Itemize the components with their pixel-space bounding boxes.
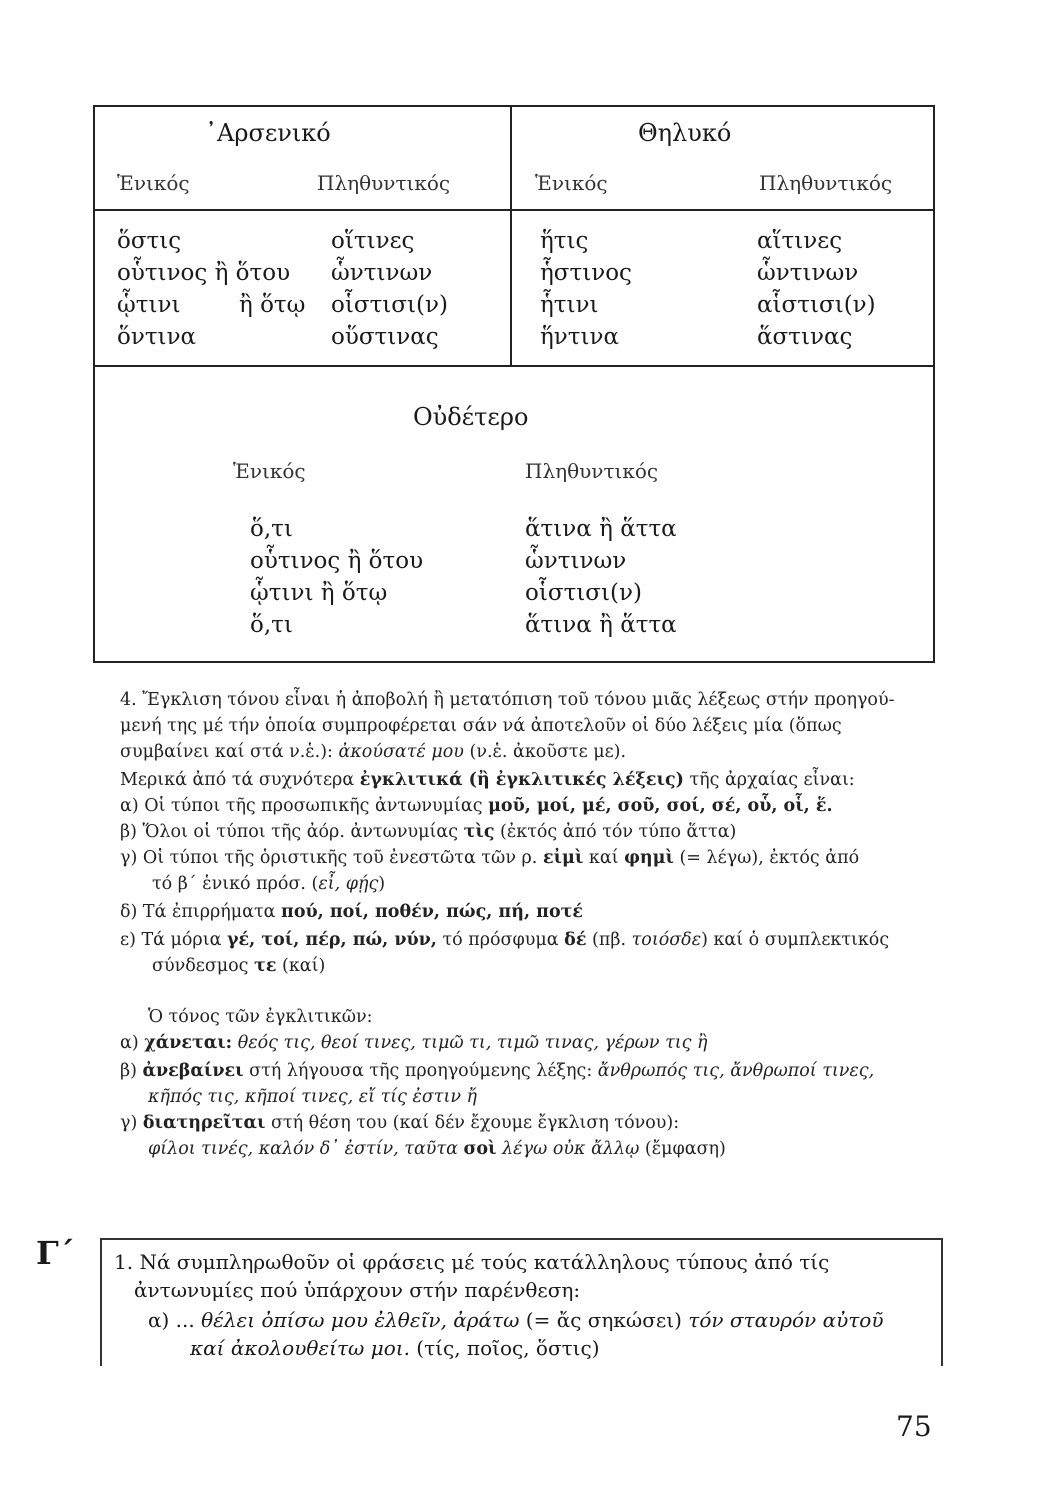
exercise-item: α) ... θέλει ὀπίσω μου ἐλθεῖν, ἀράτω (= ἄς σηκώσει) τόν σταυρόν αὐτοῦ xyxy=(148,1308,884,1332)
list-item-continuation: σύνδεσμος τε (καί) xyxy=(152,956,326,976)
masculine-singular-label: Ἑνικός xyxy=(117,171,190,195)
table-divider-middle xyxy=(95,365,933,367)
neuter-singular-form: ὅ,τι xyxy=(250,516,293,542)
feminine-plural-form: ὧντινων xyxy=(757,260,859,286)
neuter-plural-form: οἷστισι(ν) xyxy=(525,580,642,606)
feminine-plural-form: αἷστισι(ν) xyxy=(757,292,876,318)
list-item: ε) Τά μόρια γέ, τοί, πέρ, πώ, νύν, τό πρόσφυμα δέ (πβ. τοιόσδε) καί ὁ συμπλεκτικός xyxy=(120,930,890,950)
feminine-singular-label: Ἑνικός xyxy=(535,171,608,195)
neuter-plural-form: ὧντινων xyxy=(525,548,627,574)
list-item-continuation: τό β΄ ἑνικό πρόσ. (εἶ, φῄς) xyxy=(152,874,386,894)
note-text-line: Μερικά ἀπό τά συχνότερα ἐγκλιτικά (ἢ ἐγκλιτικές λέξεις) τῆς ἀρχαίας εἶναι: xyxy=(120,770,855,790)
feminine-singular-form: ἥντινα xyxy=(540,324,620,350)
table-divider-vertical xyxy=(510,107,512,365)
feminine-plural-label: Πληθυντικός xyxy=(759,171,893,195)
section-letter: Γ΄ xyxy=(36,1234,75,1272)
feminine-singular-form: ἧτινι xyxy=(540,292,599,318)
feminine-plural-form: αἵτινες xyxy=(757,228,843,254)
masculine-singular-form: οὗτινος ἢ ὅτου xyxy=(117,260,291,286)
list-item: β) ἀνεβαίνει στή λήγουσα τῆς προηγούμενης λέξης: ἄνθρωπός τις, ἄνθρωποί τινες, xyxy=(120,1061,875,1081)
neuter-plural-form: ἅτινα ἢ ἅττα xyxy=(525,516,677,542)
exercise-line: 1. Νά συμπληρωθοῦν οἱ φράσεις μέ τούς κατάλληλους τύπους ἀπό τίς xyxy=(114,1250,830,1274)
list-item-continuation: φίλοι τινές, καλόν δ᾿ ἐστίν, ταῦτα σοὶ λέγω οὐκ ἄλλῳ (ἔμφαση) xyxy=(148,1139,726,1159)
exercise-item-continuation: καί ἀκολουθείτω μοι. (τίς, ποῖος, ὅστις) xyxy=(190,1336,600,1360)
neuter-plural-form: ἅτινα ἢ ἅττα xyxy=(525,612,677,638)
feminine-title: Θηλυκό xyxy=(638,119,732,147)
list-item-continuation: κῆπός τις, κῆποί τινες, εἴ τίς ἐστιν ἤ xyxy=(148,1087,478,1107)
neuter-singular-label: Ἑνικός xyxy=(233,459,306,483)
neuter-title: Οὐδέτερο xyxy=(413,403,529,431)
neuter-singular-form: ᾧτινι ἢ ὅτῳ xyxy=(250,580,388,606)
exercise-box xyxy=(100,1238,943,1366)
table-divider-top xyxy=(95,209,933,211)
masculine-singular-form: ᾧτινι ἢ ὅτῳ xyxy=(117,292,306,318)
masculine-plural-form: οἷστισι(ν) xyxy=(331,292,448,318)
feminine-singular-form: ἧστινος xyxy=(540,260,632,286)
note-text-line: μενή της μέ τήν ὁποία συμπροφέρεται σάν νά ἀποτελοῦν οἱ δύο λέξεις μία (ὅπως xyxy=(120,716,842,736)
tone-heading: Ὁ τόνος τῶν ἐγκλιτικῶν: xyxy=(148,1007,373,1027)
masculine-plural-form: οἵτινες xyxy=(331,228,415,254)
list-item: α) χάνεται: θεός τις, θεοί τινες, τιμῶ τι, τιμῶ τινας, γέρων τις ἢ xyxy=(120,1033,708,1053)
feminine-singular-form: ἥτις xyxy=(540,228,589,254)
exercise-line: ἀντωνυμίες πού ὑπάρχουν στήν παρένθεση: xyxy=(134,1278,581,1302)
list-item: γ) Οἱ τύποι τῆς ὁριστικῆς τοῦ ἐνεστῶτα τῶν ρ. εἰμὶ καί φημὶ (= λέγω), ἐκτός ἀπό xyxy=(120,848,860,868)
note-text-line: συμβαίνει καί στά ν.ἑ.): ἀκούσατέ μου (ν.ἑ. ἀκοῦστε με). xyxy=(120,742,627,762)
neuter-singular-form: ὅ,τι xyxy=(250,612,293,638)
list-item: β) Ὅλοι οἱ τύποι τῆς ἀόρ. ἀντωνυμίας τὶς (ἐκτός ἀπό τόν τύπο ἅττα) xyxy=(120,822,737,842)
list-item: α) Οἱ τύποι τῆς προσωπικῆς ἀντωνυμίας μοῦ, μοί, μέ, σοῦ, σοί, σέ, οὗ, οἷ, ἕ. xyxy=(120,796,833,816)
list-item: γ) διατηρεῖται στή θέση του (καί δέν ἔχουμε ἔγκλιση τόνου): xyxy=(120,1113,680,1133)
masculine-plural-label: Πληθυντικός xyxy=(317,171,451,195)
masculine-plural-form: ὧντινων xyxy=(331,260,433,286)
page-number: 75 xyxy=(896,1410,932,1443)
masculine-title: ᾿Αρσενικό xyxy=(205,119,331,147)
note-text-line: 4. Ἔγκλιση τόνου εἶναι ἡ ἀποβολή ἢ μετατόπιση τοῦ τόνου μιᾶς λέξεως στήν προηγού- xyxy=(120,690,895,710)
masculine-plural-form: οὕστινας xyxy=(331,324,439,350)
pronoun-declension-table xyxy=(93,105,935,663)
masculine-singular-form: ὅστις xyxy=(117,228,182,254)
masculine-singular-form: ὅντινα xyxy=(117,324,197,350)
neuter-singular-form: οὗτινος ἢ ὅτου xyxy=(250,548,424,574)
neuter-plural-label: Πληθυντικός xyxy=(525,459,659,483)
feminine-plural-form: ἅστινας xyxy=(757,324,853,350)
list-item: δ) Τά ἐπιρρήματα πού, ποί, ποθέν, πώς, πή, ποτέ xyxy=(120,902,584,922)
